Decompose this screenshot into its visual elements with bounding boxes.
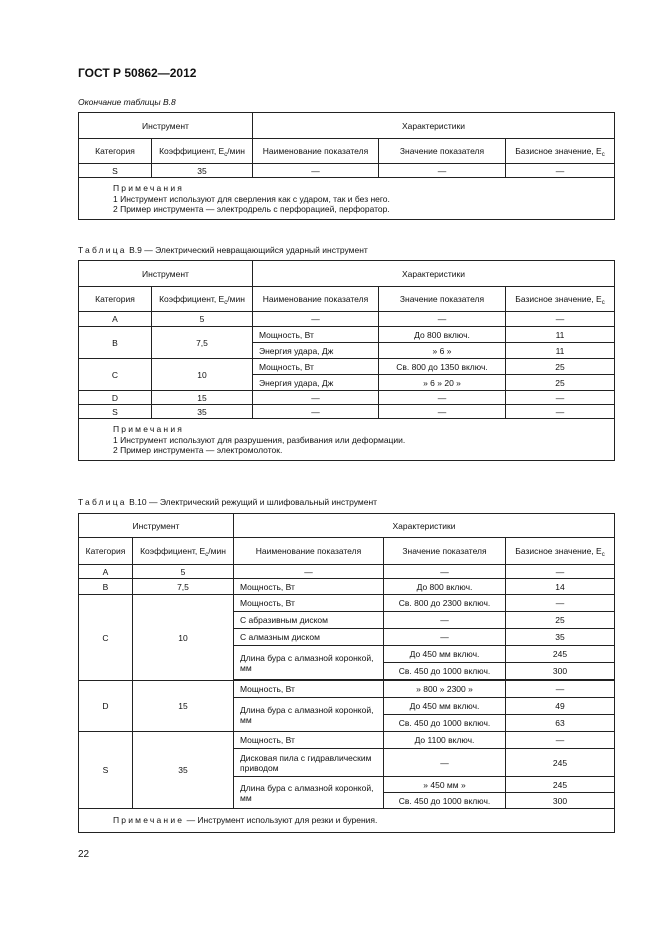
category-header: Категория: [79, 139, 152, 164]
table-row: B 7,5 Мощность, Вт До 800 включ. 11: [79, 327, 615, 343]
document-header: ГОСТ Р 50862—2012: [78, 66, 197, 80]
table-b10: Инструмент Характеристики Категория Коэффициент, $E_c$/мин Наименование показателя Значение показателя Базисное значение, $E_c$ A 5 — — — B 7,5 Мощность, Вт До 800 включ. 14 C 10 Мощность, Вт Св. 800 до 2300 включ. — С абразивным диском — 25 С алмазным диском — 35 Длина бура с алмазной коронкой, мм До 450 мм включ. 245 Св. 450 до 1000 включ. 300 D 15 Мощность, Вт » 800 » 2300 » — Длина бура с алмазной коронкой, мм До 450 мм включ. 49 Св. 450 до 1000 включ. 63 S 35 Мощность, Вт До 1100 включ. — Дисковая пила с гидравлическим приводом — 245 Длина бура с алмазной коронкой, мм » 450 мм » 245 Св. 450 до 1000 включ. 300 Примечание — Инструмент используют для резки и бурения.: [78, 513, 615, 833]
page-number: 22: [78, 849, 90, 860]
table-row: D 15 Мощность, Вт » 800 » 2300 » —: [79, 681, 615, 698]
table-b9-caption: Таблица В.9 — Электрический невращающийся ударный инструмент: [78, 245, 368, 255]
base-value-header: Базисное значение, $E_c$: [506, 139, 615, 164]
table-row: Энергия удара, Дж » 6 » 20 » 25: [79, 375, 615, 391]
table-row: S 35 — — —: [79, 164, 615, 178]
table-b8-notes: Примечания 1 Инструмент используют для сверления как с ударом, так и без него. 2 Пример инструмента — электродрель с перфорацией, перфоратор.: [79, 178, 615, 220]
table-row: Дисковая пила с гидравлическим приводом — 245: [79, 749, 615, 777]
table-row: B 7,5 Мощность, Вт До 800 включ. 14: [79, 579, 615, 595]
table-b10-note: Примечание — Инструмент используют для резки и бурения.: [79, 809, 615, 833]
table-row: Св. 450 до 1000 включ. 300: [79, 793, 615, 809]
table-row: C 10 Мощность, Вт Св. 800 до 1350 включ. 25: [79, 359, 615, 375]
table-row: Длина бура с алмазной коронкой, мм До 450 мм включ. 49: [79, 698, 615, 715]
table-row: D 15 — — —: [79, 391, 615, 405]
table-b9-notes: Примечания 1 Инструмент используют для разрушения, разбивания или деформации. 2 Пример инструмента — электромолоток.: [79, 419, 615, 461]
table-row: Длина бура с алмазной коронкой, мм До 450 мм включ. 245: [79, 646, 615, 663]
table-row: C 10 Мощность, Вт Св. 800 до 2300 включ. —: [79, 595, 615, 612]
table-b9: Инструмент Характеристики Категория Коэффициент, $E_c$/мин Наименование показателя Значение показателя Базисное значение, $E_c$ A 5 — — — B 7,5 Мощность, Вт До 800 включ. 11 Энергия удара, Дж » 6 » 11 C 10 Мощность, Вт Св. 800 до 1350 включ. 25 Энергия удара, Дж » 6 » 20 » 25 D 15 — — — S 35 — — — Примечания 1 Инструмент используют для разрушения, разбивания или деформации. 2 Пример инструмента — электромолоток.: [78, 260, 615, 461]
table-row: S 35 — — —: [79, 405, 615, 419]
table-row: Св. 450 до 1000 включ. 63: [79, 715, 615, 732]
table-row: Св. 450 до 1000 включ. 300: [79, 663, 615, 680]
characteristics-header: Характеристики: [253, 113, 615, 139]
table-row: A 5 — — —: [79, 312, 615, 327]
table-b8-caption: Окончание таблицы В.8: [78, 97, 176, 107]
table-row: Длина бура с алмазной коронкой, мм » 450 мм » 245: [79, 777, 615, 793]
coefficient-header: Коэффициент, $E_c$/мин: [152, 139, 253, 164]
indicator-name-header: Наименование показателя: [253, 139, 379, 164]
indicator-value-header: Значение показателя: [379, 139, 506, 164]
table-row: A 5 — — —: [79, 565, 615, 579]
instrument-header: Инструмент: [79, 113, 253, 139]
table-b10-caption: Таблица В.10 — Электрический режущий и шлифовальный инструмент: [78, 497, 378, 507]
table-b8: [78, 112, 615, 220]
table-row: Энергия удара, Дж » 6 » 11: [79, 343, 615, 359]
table-row: С алмазным диском — 35: [79, 629, 615, 646]
table-row: S 35 Мощность, Вт До 1100 включ. —: [79, 732, 615, 749]
table-row: С абразивным диском — 25: [79, 612, 615, 629]
